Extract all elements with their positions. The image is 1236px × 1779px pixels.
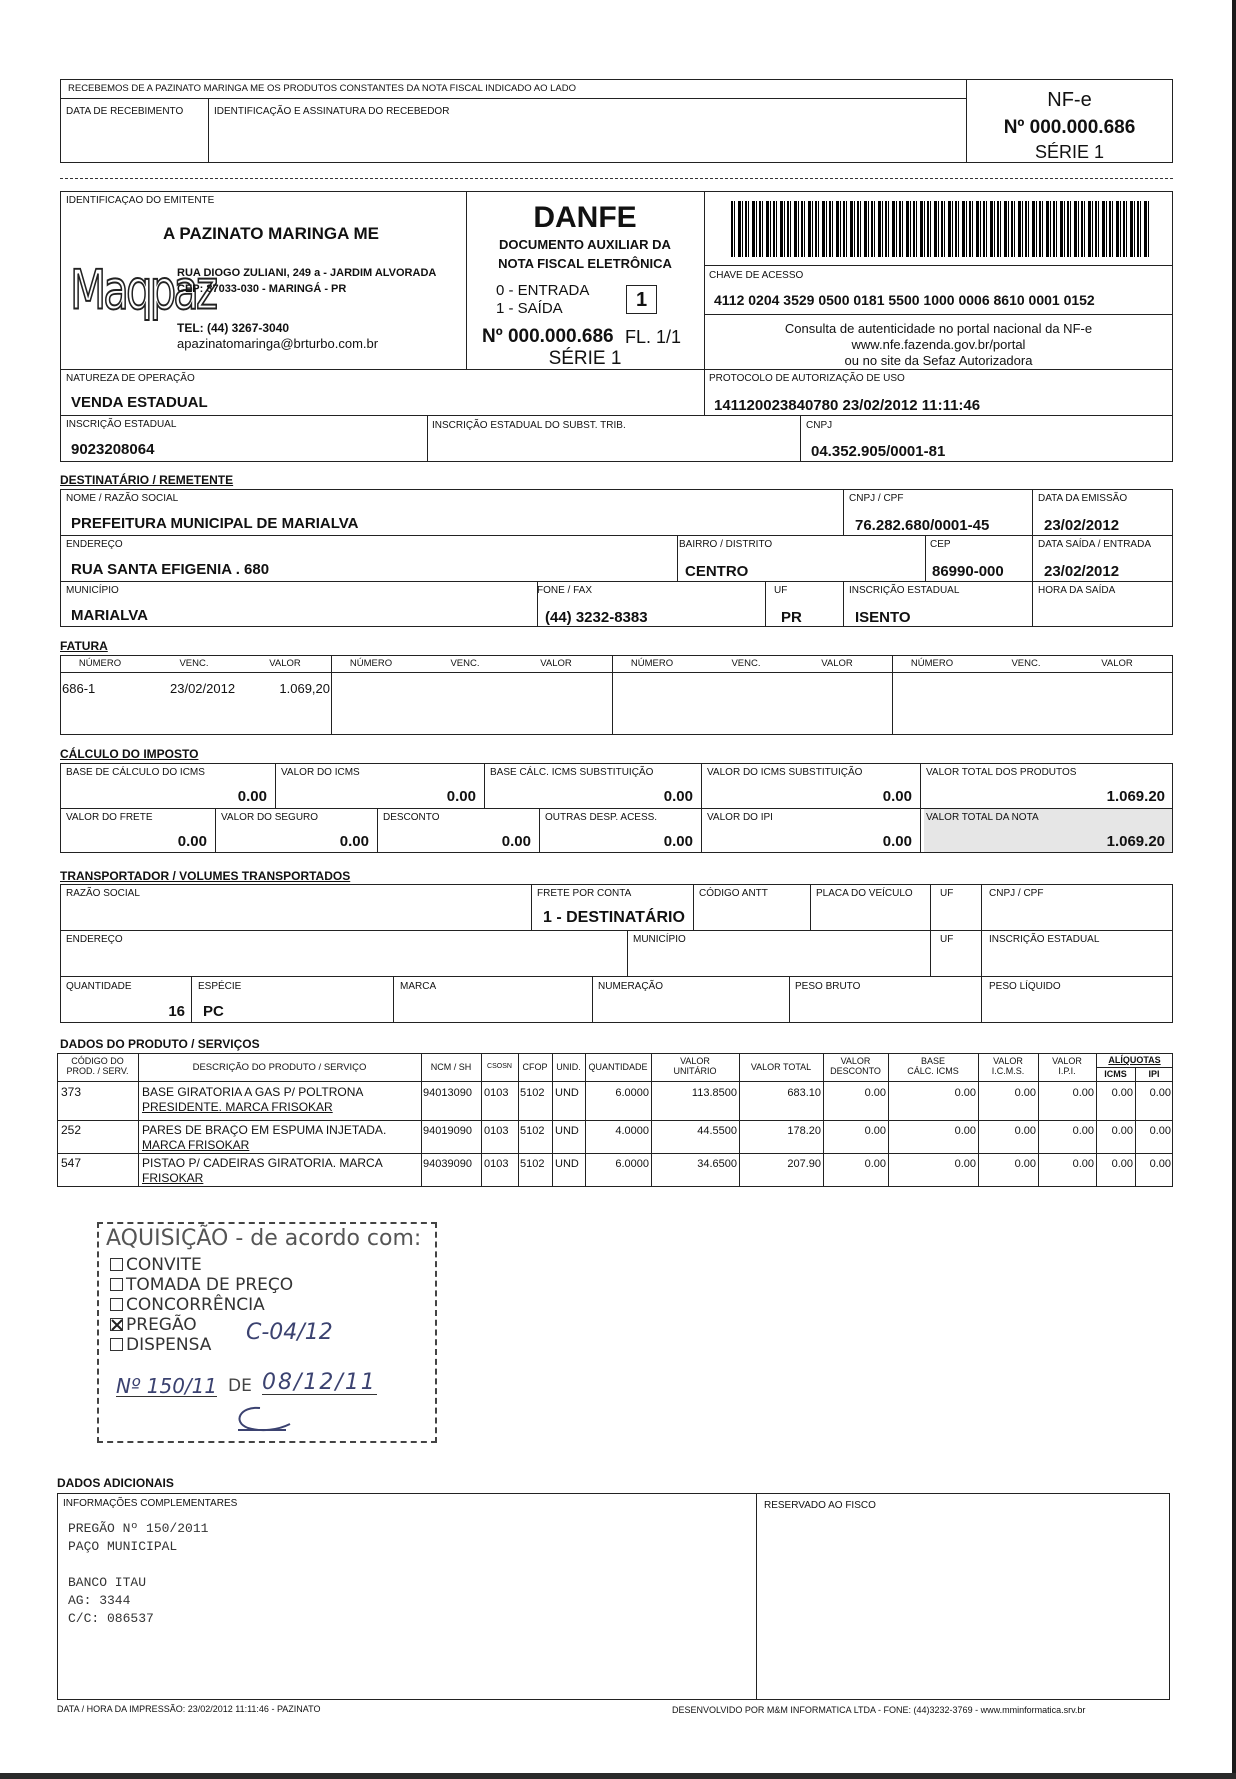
fatura-header: VALOR [269,658,301,669]
dest-uf: PR [781,609,802,626]
product-ncm: 94013090 [423,1087,472,1099]
transp-razao-label: RAZÃO SOCIAL [66,888,140,899]
produtos-section-title: DADOS DO PRODUTO / SERVIÇOS [60,1037,260,1051]
column-header: BASE [920,1056,945,1066]
fatura-header: VENC. [1011,658,1041,669]
company-logo: Maqpaz [70,257,216,322]
info-line: PAÇO MUNICIPAL [68,1539,178,1554]
ie-value: 9023208064 [71,441,155,458]
dest-municipio: MARIALVA [71,607,148,624]
fatura-header: VALOR [1101,658,1133,669]
product-cfop: 5102 [520,1125,545,1137]
column-divider [518,1053,519,1187]
stamp-option-label: CONVITE [126,1255,202,1275]
dest-cep: 86990-000 [932,563,1004,580]
column-divider [552,1053,553,1187]
fatura-header: VENC. [179,658,209,669]
product-vtotal: 683.10 [787,1087,821,1099]
dest-uf-label: UF [774,585,788,596]
imposto-label: VALOR DO IPI [707,812,773,823]
column-header: UNITÁRIO [673,1066,717,1076]
dest-bairro: CENTRO [685,563,749,580]
dest-endereco-label: ENDEREÇO [66,539,123,550]
transp-numeracao-label: NUMERAÇÃO [598,981,664,992]
imposto-value: 0.00 [501,833,531,850]
cnpj-value: 04.352.905/0001-81 [811,443,946,460]
product-qtd: 6.0000 [615,1158,649,1170]
product-aipi: 0.00 [1149,1125,1171,1137]
danfe-entrada: 0 - ENTRADA [496,282,590,299]
stamp-de: DE [228,1376,252,1396]
danfe-folha: FL. 1/1 [625,327,682,347]
column-header: UNID. [556,1062,581,1072]
product-base: 0.00 [954,1158,976,1170]
transp-marca-label: MARCA [400,981,437,992]
product-aicms: 0.00 [1111,1087,1133,1099]
transp-especie-label: ESPÉCIE [198,981,242,992]
imposto-value: 1.069.20 [1106,788,1165,805]
imposto-label: BASE CÁLC. ICMS SUBSTITUIÇÃO [490,767,654,778]
stamp-option [110,1297,265,1314]
transp-especie: PC [203,1003,224,1020]
dest-cnpj: 76.282.680/0001-45 [855,517,990,534]
danfe-subtitle-2: NOTA FISCAL ELETRÔNICA [498,256,672,271]
product-vipi: 0.00 [1072,1158,1094,1170]
dest-emissao: 23/02/2012 [1044,517,1120,534]
footer-left: DATA / HORA DA IMPRESSÃO: 23/02/2012 11:11:46 - PAZINATO [57,1704,321,1714]
dest-bairro-label: BAIRRO / DISTRITO [679,539,773,550]
imposto-label: VALOR DO ICMS [281,767,360,778]
stamp-option-label: TOMADA DE PREÇO [126,1275,294,1295]
canhoto-number: Nº 000.000.686 [1003,117,1136,138]
protocolo-label: PROTOCOLO DE AUTORIZAÇÃO DE USO [709,373,905,384]
canhoto-declaration: RECEBEMOS DE A PAZINATO MARINGA ME OS PRODUTOS CONSTANTES DA NOTA FISCAL INDICADO AO LADO [68,83,576,94]
column-header: CÁLC. ICMS [907,1066,959,1076]
dest-nome-label: NOME / RAZÃO SOCIAL [66,493,179,504]
transp-liquido-label: PESO LÍQUIDO [989,981,1061,992]
product-csosn: 0103 [484,1125,509,1137]
product-unid: UND [555,1087,579,1099]
imposto-label: VALOR DO ICMS SUBSTITUIÇÃO [707,767,863,778]
product-unid: UND [555,1158,579,1170]
column-header: CFOP [522,1062,548,1072]
dest-hora-label: HORA DA SAÍDA [1038,585,1116,596]
column-header: IPI [1148,1069,1160,1079]
imposto-label: VALOR DO SEGURO [221,812,319,823]
product-description: PRESIDENTE. MARCA FRISOKAR [142,1100,333,1114]
column-header: VALOR [993,1056,1023,1066]
danfe-serie: SÉRIE 1 [548,348,622,369]
scan-edge-right [1232,0,1236,1779]
product-csosn: 0103 [484,1158,509,1170]
column-header: PROD. / SERV. [66,1066,129,1076]
product-csosn: 0103 [484,1087,509,1099]
stamp-option [110,1257,202,1274]
fatura-header: NÚMERO [78,658,122,669]
checkbox-icon [110,1298,123,1311]
emitente-label: IDENTIFICAÇAO DO EMITENTE [66,195,215,206]
product-aipi: 0.00 [1149,1087,1171,1099]
fatura-header: VALOR [821,658,853,669]
canhoto-nfe: NF-e [1047,89,1092,111]
emitente-tel: TEL: (44) 3267-3040 [177,321,290,335]
access-key-barcode [731,201,1151,257]
column-header: DESCRIÇÃO DO PRODUTO / SERVIÇO [192,1062,367,1073]
ie-label: INSCRIÇÃO ESTADUAL [66,419,177,430]
adicionais-box [57,1493,1170,1700]
column-divider [481,1053,482,1187]
destinatario-section-title: DESTINATÁRIO / REMETENTE [60,473,234,487]
stamp-option-label: DISPENSA [126,1335,212,1355]
dest-ie: ISENTO [855,609,911,626]
product-aicms: 0.00 [1111,1158,1133,1170]
product-vunit: 44.5500 [697,1125,737,1137]
transp-antt-label: CÓDIGO ANTT [699,888,768,899]
checkbox-icon [110,1258,123,1271]
danfe-title: DANFE [533,201,637,234]
cut-line [60,178,1173,179]
transportador-section-title: TRANSPORTADOR / VOLUMES TRANSPORTADOS [60,869,351,883]
column-header: ALÍQUOTAS [1108,1055,1161,1065]
imposto-label: OUTRAS DESP. ACESS. [545,812,658,823]
dest-nome: PREFEITURA MUNICIPAL DE MARIALVA [71,515,359,532]
danfe-subtitle-1: DOCUMENTO AUXILIAR DA [499,237,671,252]
transportador-box [60,884,1173,1023]
transp-endereco-label: ENDEREÇO [66,934,123,945]
receiver-signature-label: IDENTIFICAÇÃO E ASSINATURA DO RECEBEDOR [214,106,450,117]
transp-bruto-label: PESO BRUTO [795,981,861,992]
natureza-value: VENDA ESTADUAL [71,394,208,411]
column-header: VALOR [1052,1056,1082,1066]
column-header: I.P.I. [1058,1066,1076,1076]
transp-qtd-label: QUANTIDADE [66,981,132,992]
info-comp-label: INFORMAÇÕES COMPLEMENTARES [63,1498,238,1509]
info-line: PREGÃO Nº 150/2011 [68,1521,209,1536]
transp-frete: 1 - DESTINATÁRIO [543,909,685,926]
info-line: AG: 3344 [68,1593,131,1608]
product-aipi: 0.00 [1149,1158,1171,1170]
product-aicms: 0.00 [1111,1125,1133,1137]
emitente-address: RUA DIOGO ZULIANI, 249 a - JARDIM ALVORADA [177,267,437,279]
checkbox-icon [110,1278,123,1291]
dest-cep-label: CEP [930,539,951,550]
fatura-valor: 1.069,20 [279,681,330,696]
imposto-label: BASE DE CÁLCULO DO ICMS [66,767,205,778]
column-header: DESCONTO [830,1066,881,1076]
product-vtotal: 207.90 [787,1158,821,1170]
emitente-cep: CEP: 87033-030 - MARINGÁ - PR [177,283,347,295]
imposto-label: VALOR TOTAL DA NOTA [926,812,1039,823]
imposto-label: VALOR TOTAL DOS PRODUTOS [926,767,1077,778]
fatura-header: VENC. [731,658,761,669]
product-vdesc: 0.00 [864,1087,886,1099]
product-unid: UND [555,1125,579,1137]
footer-right: DESENVOLVIDO POR M&M INFORMATICA LTDA - FONE: (44)3232-3769 - www.mminformatica.srv.br [672,1705,1086,1715]
stamp-option [110,1277,293,1294]
access-key-label: CHAVE DE ACESSO [709,270,804,281]
fatura-header: NÚMERO [910,658,954,669]
column-header: NCM / SH [430,1062,472,1072]
product-description: BASE GIRATORIA A GAS P/ POLTRONA [142,1085,364,1099]
column-header: VALOR TOTAL [750,1062,812,1072]
product-description: PARES DE BRAÇO EM ESPUMA INJETADA. [142,1123,387,1137]
dest-municipio-label: MUNICÍPIO [66,585,119,596]
transp-ie-label: INSCRIÇÃO ESTADUAL [989,934,1100,945]
dest-cnpj-label: CNPJ / CPF [849,493,904,504]
product-ncm: 94019090 [423,1125,472,1137]
product-vipi: 0.00 [1072,1125,1094,1137]
column-header: QUANTIDADE [588,1062,648,1072]
product-vicms: 0.00 [1014,1125,1036,1137]
product-base: 0.00 [954,1087,976,1099]
danfe-number: Nº 000.000.686 [482,326,614,347]
stamp-signature [220,1400,300,1440]
column-header: VALOR [680,1056,710,1066]
product-vunit: 113.8500 [691,1087,737,1099]
dest-fone-label: FONE / FAX [537,585,593,596]
column-divider [138,1053,139,1187]
receipt-date-label: DATA DE RECEBIMENTO [66,106,184,117]
fatura-header: NÚMERO [630,658,674,669]
emitente-name: A PAZINATO MARINGA ME [163,224,379,243]
imposto-value: 0.00 [177,833,207,850]
imposto-value: 0.00 [663,788,693,805]
product-code: 547 [61,1156,82,1170]
stamp-option-label: CONCORRÊNCIA [126,1295,265,1315]
consulta-line-1: Consulta de autenticidade no portal nacional da NF-e [784,321,1093,336]
product-vicms: 0.00 [1014,1158,1036,1170]
product-qtd: 6.0000 [615,1087,649,1099]
imposto-value: 1.069.20 [1106,833,1165,850]
destinatario-box [60,489,1173,627]
fatura-header: VENC. [450,658,480,669]
imposto-value: 0.00 [882,833,912,850]
transp-municipio-label: MUNICÍPIO [633,934,686,945]
transp-uf2-label: UF [940,934,954,945]
dest-saida-label: DATA SAÍDA / ENTRADA [1038,539,1151,550]
fatura-section-title: FATURA [60,639,108,653]
product-description: MARCA FRISOKAR [142,1138,250,1152]
transp-frete-label: FRETE POR CONTA [537,888,632,899]
transp-cnpj-label: CNPJ / CPF [989,888,1044,899]
checked-checkbox-icon [110,1318,123,1331]
transp-uf-label: UF [940,888,954,899]
column-header: VALOR [840,1056,871,1066]
stamp-data: 08/12/11 [262,1370,377,1395]
stamp-title: AQUISIÇÃO - de acordo com: [106,1226,422,1251]
product-description: PISTAO P/ CADEIRAS GIRATORIA. MARCA [142,1156,383,1170]
product-cfop: 5102 [520,1087,545,1099]
stamp-option-label: PREGÃO [126,1315,197,1335]
product-qtd: 4.0000 [615,1125,649,1137]
access-key-value: 4112 0204 3529 0500 0181 5500 1000 0006 8610 0001 0152 [714,292,1095,308]
dest-emissao-label: DATA DA EMISSÃO [1038,493,1128,504]
dest-fone: (44) 3232-8383 [545,609,648,626]
product-cfop: 5102 [520,1158,545,1170]
product-code: 373 [61,1085,82,1099]
column-header: CÓDIGO DO [71,1056,124,1066]
imposto-label: VALOR DO FRETE [66,812,153,823]
product-ncm: 94039090 [423,1158,472,1170]
stamp-option [110,1317,197,1334]
canhoto-serie: SÉRIE 1 [1034,142,1105,162]
product-vicms: 0.00 [1014,1087,1036,1099]
product-code: 252 [61,1123,82,1137]
imposto-value: 0.00 [339,833,369,850]
operation-type-box: 1 [626,285,657,314]
transp-placa-label: PLACA DO VEÍCULO [816,888,913,899]
cnpj-label: CNPJ [806,420,833,431]
imposto-value: 0.00 [237,788,267,805]
checkbox-icon [110,1338,123,1351]
info-line: BANCO ITAU [68,1575,147,1590]
natureza-label: NATUREZA DE OPERAÇÃO [66,373,195,384]
column-header: I.C.M.S. [991,1066,1025,1076]
product-vtotal: 178.20 [787,1125,821,1137]
stamp-numero: Nº 150/11 [116,1374,218,1398]
product-vdesc: 0.00 [864,1125,886,1137]
consulta-line-2: www.nfe.fazenda.gov.br/portal [851,337,1026,352]
adicionais-section-title: DADOS ADICIONAIS [57,1476,174,1490]
imposto-value: 0.00 [663,833,693,850]
imposto-section-title: CÁLCULO DO IMPOSTO [60,747,199,761]
consulta-line-3: ou no site da Sefaz Autorizadora [844,354,1033,368]
dest-saida: 23/02/2012 [1044,563,1120,580]
fatura-venc: 23/02/2012 [170,681,236,696]
transp-qtd: 16 [168,1003,185,1020]
dest-ie-label: INSCRIÇÃO ESTADUAL [849,585,960,596]
product-vdesc: 0.00 [864,1158,886,1170]
stamp-handwritten-code: C-04/12 [246,1320,333,1345]
fatura-header: NÚMERO [349,658,393,669]
fatura-header: VALOR [540,658,572,669]
ie-st-label: INSCRIÇÃO ESTADUAL DO SUBST. TRIB. [432,420,626,431]
reservado-fisco-label: RESERVADO AO FISCO [764,1500,876,1511]
stamp-option [110,1337,211,1354]
column-header: CSOSN [487,1063,512,1070]
column-header: ICMS [1104,1069,1127,1079]
product-base: 0.00 [954,1125,976,1137]
scan-edge-bottom [0,1773,1236,1779]
dest-endereco: RUA SANTA EFIGENIA . 680 [71,561,270,578]
product-vipi: 0.00 [1072,1087,1094,1099]
fatura-numero: 686-1 [62,681,96,696]
emitente-email: apazinatomaringa@brturbo.com.br [177,336,379,351]
protocolo-value: 141120023840780 23/02/2012 11:11:46 [714,397,981,414]
imposto-value: 0.00 [882,788,912,805]
product-vunit: 34.6500 [697,1158,737,1170]
info-line: C/C: 086537 [68,1611,154,1626]
imposto-value: 0.00 [446,788,476,805]
imposto-label: DESCONTO [383,812,440,823]
danfe-saida: 1 - SAÍDA [496,300,563,317]
column-divider [421,1053,422,1187]
product-description: FRISOKAR [142,1171,204,1185]
